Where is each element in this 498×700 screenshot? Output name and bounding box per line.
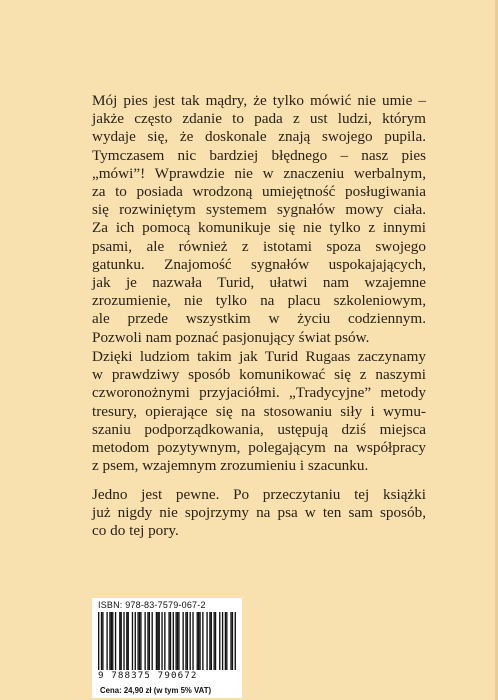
barcode-bar — [209, 612, 210, 670]
barcode-digits: 9 788375 790672 — [98, 670, 198, 681]
isbn-text: ISBN: 978-83-7579-067-2 — [98, 600, 206, 610]
barcode-bar — [98, 612, 99, 670]
barcode-bar — [173, 612, 174, 670]
barcode-bar — [128, 612, 129, 670]
text-line: metodom pozytywnym, polegającym na współpracy — [92, 439, 426, 457]
text-line: jakże często zdanie to pada z ust ludzi, którym — [92, 110, 426, 128]
text-line: Jedno jest pewne. Po przeczytaniu tej książki — [92, 486, 426, 503]
barcode-bar — [135, 612, 136, 670]
text-line: Za ich pomocą komunikuje się nie tylko z innymi — [92, 219, 426, 237]
barcode-bar — [225, 612, 226, 670]
barcode-bar — [164, 612, 165, 670]
barcode-bar — [215, 612, 216, 670]
barcode-bar — [177, 612, 178, 670]
barcode-bar — [157, 612, 158, 670]
barcode-bar — [192, 612, 193, 670]
barcode-bar — [178, 612, 179, 670]
barcode-bar — [159, 612, 160, 670]
barcode-bar — [102, 612, 103, 670]
barcode-bar — [197, 612, 198, 670]
barcode-bar — [144, 612, 145, 670]
barcode-bar — [175, 612, 176, 670]
blurb-paragraph-1 — [92, 92, 426, 347]
barcode-bar — [222, 612, 223, 670]
text-line: się rozwiniętym systemem sygnałów mowy ciała. — [92, 201, 426, 219]
barcode-bar — [230, 612, 231, 670]
barcode-bar — [106, 612, 107, 670]
barcode-bar — [232, 612, 233, 670]
text-line: „mówi”! Wprawdzie nie w znaczeniu werbalnym, — [92, 164, 426, 182]
barcode-bar — [185, 612, 186, 670]
text-line: zrozumienie, nie tylko na placu szkoleniowym, — [92, 292, 426, 310]
barcode-bar — [156, 612, 157, 670]
barcode-bar — [126, 612, 127, 670]
barcode-bar — [211, 612, 212, 670]
barcode-bar — [161, 612, 162, 670]
text-line: szaniu podporządkowania, ustępują dziś miejsca — [92, 420, 426, 438]
barcode-bar — [101, 612, 102, 670]
barcode-bar — [115, 612, 116, 670]
text-line: czworonożnymi przyjaciółmi. „Tradycyjne” metody — [92, 384, 426, 402]
barcode-bar — [190, 612, 191, 670]
barcode-bar — [123, 612, 124, 670]
barcode-bar — [170, 612, 171, 670]
barcode-bar — [168, 612, 169, 670]
barcode-bar — [198, 612, 199, 670]
barcode-bar — [132, 612, 133, 670]
barcode-bar — [202, 612, 203, 670]
barcode-bar — [219, 612, 220, 670]
barcode-bar — [119, 612, 120, 670]
price-label: Cena: 24,90 zł (w tym 5% VAT) — [100, 686, 212, 695]
barcode-bar — [112, 612, 113, 670]
barcode-bar — [109, 612, 110, 670]
barcode-bar — [121, 612, 122, 670]
barcode-bar — [226, 612, 227, 670]
blurb-paragraph-2 — [92, 348, 426, 475]
text-line: co do tej pory. — [92, 522, 179, 540]
text-line: w prawdziwy sposób komunikować się z naszymi — [92, 366, 426, 384]
barcode-bar — [199, 612, 200, 670]
barcode-bar — [149, 612, 150, 670]
blurb-paragraph-3 — [92, 486, 426, 541]
barcode-bar — [111, 612, 112, 670]
text-line: gatunku. Znajomość sygnałów uspokajających, — [92, 255, 426, 273]
barcode-bar — [206, 612, 207, 670]
barcode-bar — [152, 612, 153, 670]
text-line: z psem, wzajemnym zrozumieniu i szacunku. — [92, 457, 369, 475]
barcode-bar — [235, 612, 236, 670]
text-line: Mój pies jest tak mądry, że tylko mówić nie umie – — [92, 92, 426, 109]
barcode-bar — [187, 612, 188, 670]
barcode-bar — [213, 612, 214, 670]
text-line: wydaje się, że doskonale znają swojego pupila. — [92, 128, 426, 146]
barcode-bar — [140, 612, 141, 670]
text-line: psami, ale również z istotami spoza swojego — [92, 237, 426, 255]
barcode-bar — [147, 612, 148, 670]
text-line: już nigdy nie spojrzymy na psa w ten sam sposób, — [92, 504, 426, 522]
text-line: Pozwoli nam poznać pasjonujący świat psów. — [92, 328, 370, 346]
text-line: za to posiada wrodzoną umiejętność posługiwania — [92, 183, 426, 201]
barcode-bar — [139, 612, 140, 670]
text-line: Dzięki ludziom takim jak Turid Rugaas zaczynamy — [92, 348, 426, 365]
text-line: jak je nazwała Turid, ułatwi nam wzajemne — [92, 274, 426, 292]
barcode-bar — [182, 612, 183, 670]
barcode-bar — [137, 612, 138, 670]
text-line: Tymczasem nic bardziej błędnego – nasz pies — [92, 146, 426, 164]
text-line: ale przede wszystkim w życiu codziennym. — [92, 310, 426, 328]
barcode-bars — [98, 612, 236, 670]
text-line: tresury, opierające się na stosowaniu siły i wymu- — [92, 402, 426, 420]
